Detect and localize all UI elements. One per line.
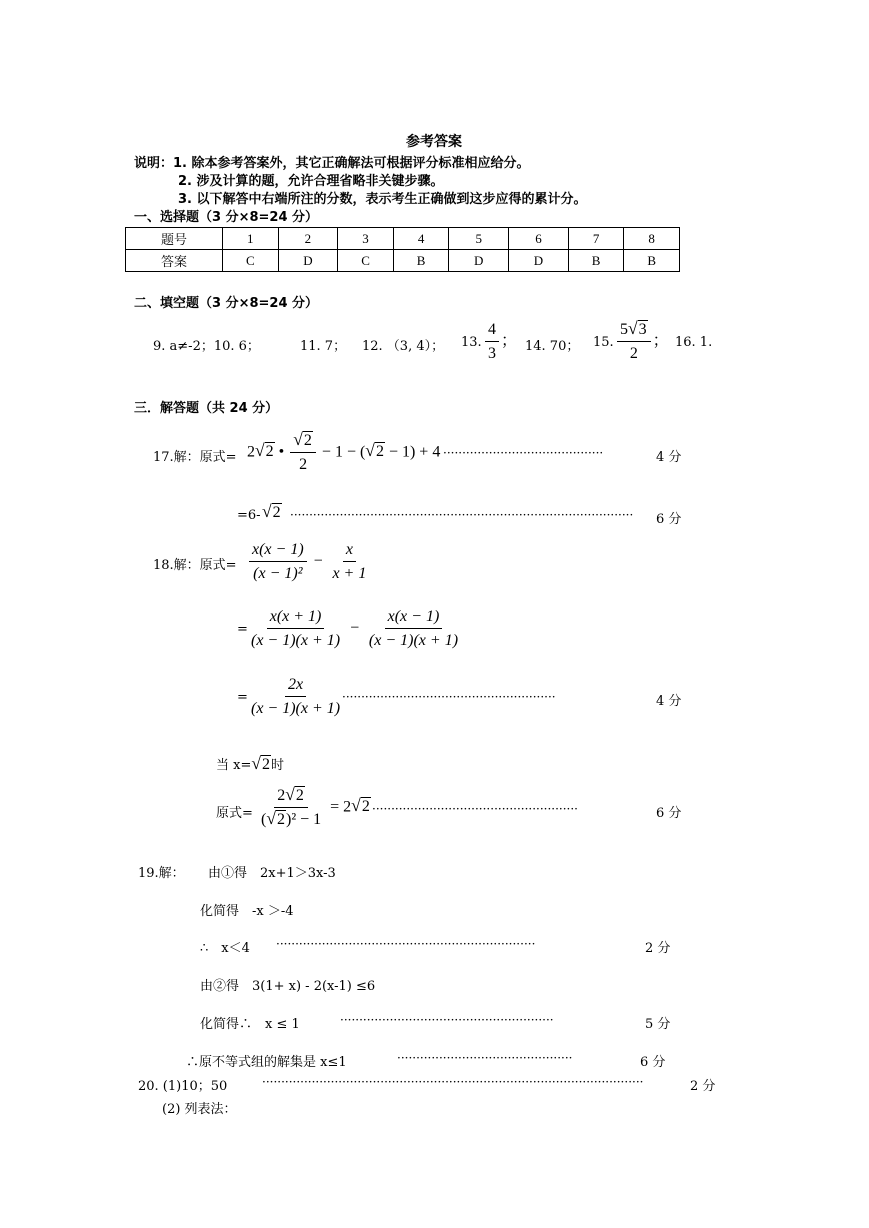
dot-leader: ···································································· [276,937,536,951]
dot-leader: ························································ [340,1013,554,1027]
q18-score-2: 6 分 [656,806,682,821]
row-label-answer: 答案 [126,250,223,272]
q18-score-1: 4 分 [656,694,682,709]
note-3: 3. 以下解答中右端所注的分数，表示考生正确做到这步应得的累计分。 [178,192,587,207]
answer-13-label: 13. [461,335,482,350]
q19-score-1: 2 分 [645,941,671,956]
q17-score-1: 4 分 [656,450,682,465]
q19-line-4: 由②得 3(1+ x) - 2(x-1) ≤6 [200,979,376,994]
q19-score-3: 6 分 [640,1055,666,1070]
table-cell: 1 [223,228,279,250]
q19-line-2: 化简得 -x ＞-4 [200,904,294,919]
answer-15-label: 15. [593,335,614,350]
answer-16: 16. 1. [675,335,713,350]
q19-label: 19.解： [138,866,185,881]
dot-leader: ···································································································· [262,1075,644,1089]
table-cell: 6 [509,228,569,250]
equals-sign: = [237,690,248,705]
answer-15-fraction: 5 √ 3 2 ； [615,320,669,363]
table-cell: 4 [393,228,449,250]
note-1 [134,152,530,171]
equals-sign: = [237,622,248,637]
table-cell: 8 [624,228,680,250]
q19-line-5: 化简得∴ x ≤ 1 [200,1017,300,1032]
q17-step-2: =6- [237,508,261,523]
answer-11: 11. 7； [300,339,347,354]
section-2-heading: 二、填空题（3 分×8=24 分） [134,296,319,311]
q20-line-2: (2) 列表法： [162,1102,237,1117]
q19-line-6: ∴原不等式组的解集是 x≤1 [186,1055,347,1070]
q18-expression-3: $\frac{2x}{(x - 1)(x + 1)}$ [251,676,341,718]
dot-leader: ·············································· [397,1051,573,1065]
q18-expression-4: 2 √ 2 ( √ 2 )² − 1 = 2 √ 2 [261,784,370,829]
table-cell: B [393,250,449,272]
section-1-heading: 一、选择题（3 分×8=24 分） [134,210,319,225]
answer-14: 14. 70； [525,339,580,354]
table-cell: B [568,250,624,272]
table-cell: C [338,250,394,272]
dot-leader: ······················································ [372,802,578,816]
table-cell: B [624,250,680,272]
note-prefix: 说明： [134,156,174,171]
table-cell: 3 [338,228,394,250]
table-cell: 7 [568,228,624,250]
q18-orig-label: 原式= [216,806,253,821]
q20-score-1: 2 分 [690,1079,716,1094]
answer-9-10: 9. a≠-2；10. 6； [153,339,260,354]
note-2: 2. 涉及计算的题，允许合理省略非关键步骤。 [178,174,444,189]
q17-score-2: 6 分 [656,512,682,527]
table-cell: D [278,250,338,272]
q19-line-1: 由①得 2x+1＞3x-3 [208,866,336,881]
row-label-number: 题号 [126,228,223,250]
table-cell: C [223,250,279,272]
dot-leader: ························································ [342,690,556,704]
table-row [126,250,680,272]
page-title: 参考答案 [406,134,462,150]
table-cell: 5 [449,228,509,250]
answer-12: 12. （3, 4）； [362,339,445,354]
q19-score-2: 5 分 [645,1017,671,1032]
q18-label: 18.解：原式= [153,558,237,573]
answer-13-fraction: $\frac{4}{3}$ ； [483,320,517,363]
section-3-heading: 三．解答题（共 24 分） [134,401,279,416]
q17-label: 17.解：原式= [153,450,237,465]
q18-when: 当 x= √ 2 时 [216,753,285,773]
dot-leader: ·························································································· [290,508,634,522]
table-cell: 2 [278,228,338,250]
table-cell: D [449,250,509,272]
q17-sqrt2: √ 2 [262,501,281,521]
table-row [126,228,680,250]
answer-table [125,227,680,272]
q18-expression-1: $\frac{x(x - 1)}{\text{(x − 1)²}}$ − $\frac{x}{x + 1}$ [247,540,371,583]
q19-line-3: ∴ x＜4 [200,941,250,956]
q20-line-1: 20. (1)10；50 [138,1079,228,1094]
table-cell: D [509,250,569,272]
q17-expression: 2 √ 2 • √ 2 2 − 1 − ( √ 2 − 1) + 4 [247,429,441,474]
q18-expression-2: $\frac{x(x + 1)}{(x - 1)(x + 1)}$ − $\frac{x(x - 1)}{(x - 1)(x + 1)}$ [251,608,459,650]
dot-leader: ·········································· [443,446,604,460]
note-1-text: 1. 除本参考答案外，其它正确解法可根据评分标准相应给分。 [173,156,530,171]
